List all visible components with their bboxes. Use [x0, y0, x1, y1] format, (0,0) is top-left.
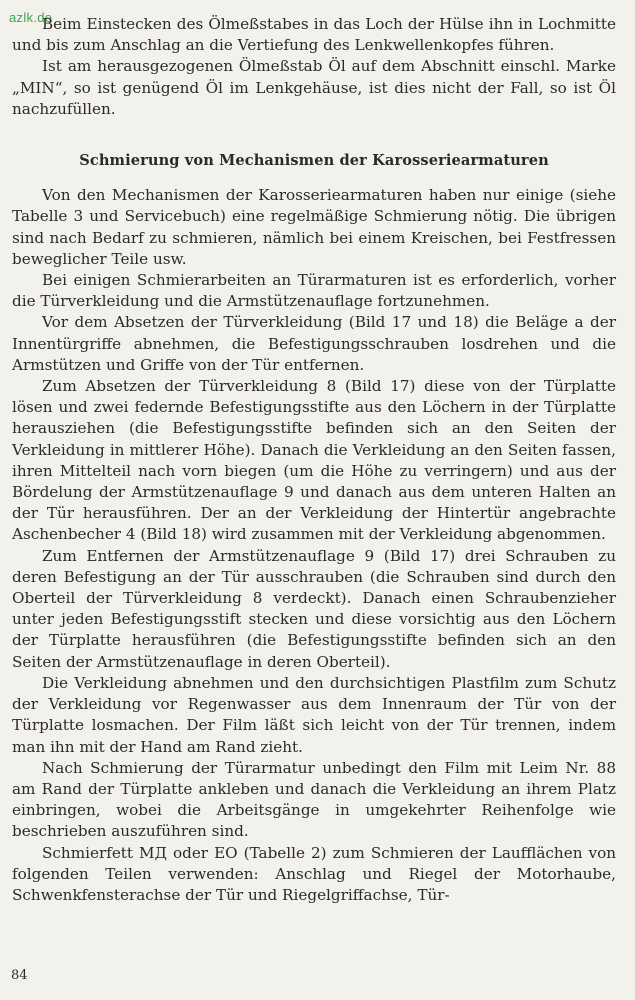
paragraph-oil-level: Ist am herausgezogenen Ölmeßstab Öl auf dem Abschnitt einschl. Marke „MIN“, so ist genügend Öl im Lenkgehäuse, ist dies nicht der Fall, so ist Öl nachzufüllen. — [12, 57, 616, 118]
paragraph-body: Nach Schmierung der Türarmatur unbedingt den Film mit Leim Nr. 88 am Rand der Türplatte ankleben und danach die Verkleidung an ihrem Platz einbringen, wobei die Arbeitsgänge in umgekehrter Reihenfolge wie beschrieben auszuführen sind. — [12, 758, 616, 841]
paragraph-dipstick-insert: Beim Einstecken des Ölmeßstabes in das Loch der Hülse ihn in Lochmitte und bis zum Anschlag an die Vertiefung des Lenkwellenkopfes führen. — [12, 15, 616, 55]
section-heading: Schmierung von Mechanismen der Karosseriearmaturen — [79, 152, 549, 170]
paragraph-body: Zum Entfernen der Armstützenauflage 9 (Bild 17) drei Schrauben zu deren Befestigung an der Tür ausschrauben (die Schrauben sind durch den Oberteil der Türverkleidung 8 verdeckt). Danach einen Schraubenzieher unter jeden Befestigungsstift stecken und diese vorsichtig aus den Löchern der Türplatte herausführen (die Befestigungsstifte befinden sich an den Seiten der Armstützenauflage in deren Oberteil). — [12, 546, 616, 671]
page-number: 84 — [11, 968, 28, 983]
document-page — [12, 14, 616, 906]
paragraph-body: Von den Mechanismen der Karosseriearmaturen haben nur einige (siehe Tabelle 3 und Servicebuch) eine regelmäßige Schmierung nötig. Die übrigen sind nach Bedarf zu schmieren, nämlich bei einem Kreischen, bei Festfressen beweglicher Teile usw. — [12, 186, 616, 268]
paragraph-body: Schmierfett МД oder EO (Tabelle 2) zum Schmieren der Laufflächen von folgenden Teilen verwenden: Anschlag und Riegel der Motorhaube, Schwenkfensterachse der Tür und Riegelgriffachse, Tür- — [12, 843, 616, 904]
paragraph-body: Bei einigen Schmierarbeiten an Türarmaturen ist es erforderlich, vorher die Türverkleidung und die Armstützenauflage fortzunehmen. — [12, 271, 616, 311]
paragraph-body: Zum Absetzen der Türverkleidung 8 (Bild 17) diese von der Türplatte lösen und zwei federnde Befestigungsstifte aus den Löchern in der Türplatte herausziehen (die Befestigungsstifte befinden sich an den Seiten der Verkleidung in mittlerer Höhe). Danach die Verkleidung an den Seiten fassen, ihren Mittelteil nach vorn biegen (um die Höhe zu verringern) und aus der Bördelung der Armstützenauflage 9 und danach aus dem unteren Halten an der Tür herausführen. Der an der Verkleidung der Hintertür angebrachte Aschenbecher 4 (Bild 18) wird zusammen mit der Verkleidung abgenommen. — [12, 377, 616, 544]
site-watermark: azlk.de — [9, 10, 53, 25]
paragraph-body: Vor dem Absetzen der Türverkleidung (Bild 17 und 18) die Beläge a der Innentürgriffe abnehmen, die Befestigungsschrauben losdrehen und die Armstützen und Griffe von der Tür entfernen. — [12, 313, 616, 374]
paragraph-body: Die Verkleidung abnehmen und den durchsichtigen Plastfilm zum Schutz der Verkleidung vor Regenwasser aus dem Innenraum der Tür von der Türplatte losmachen. Der Film läßt sich leicht von der Tür trennen, indem man ihn mit der Hand am Rand zieht. — [12, 673, 616, 756]
